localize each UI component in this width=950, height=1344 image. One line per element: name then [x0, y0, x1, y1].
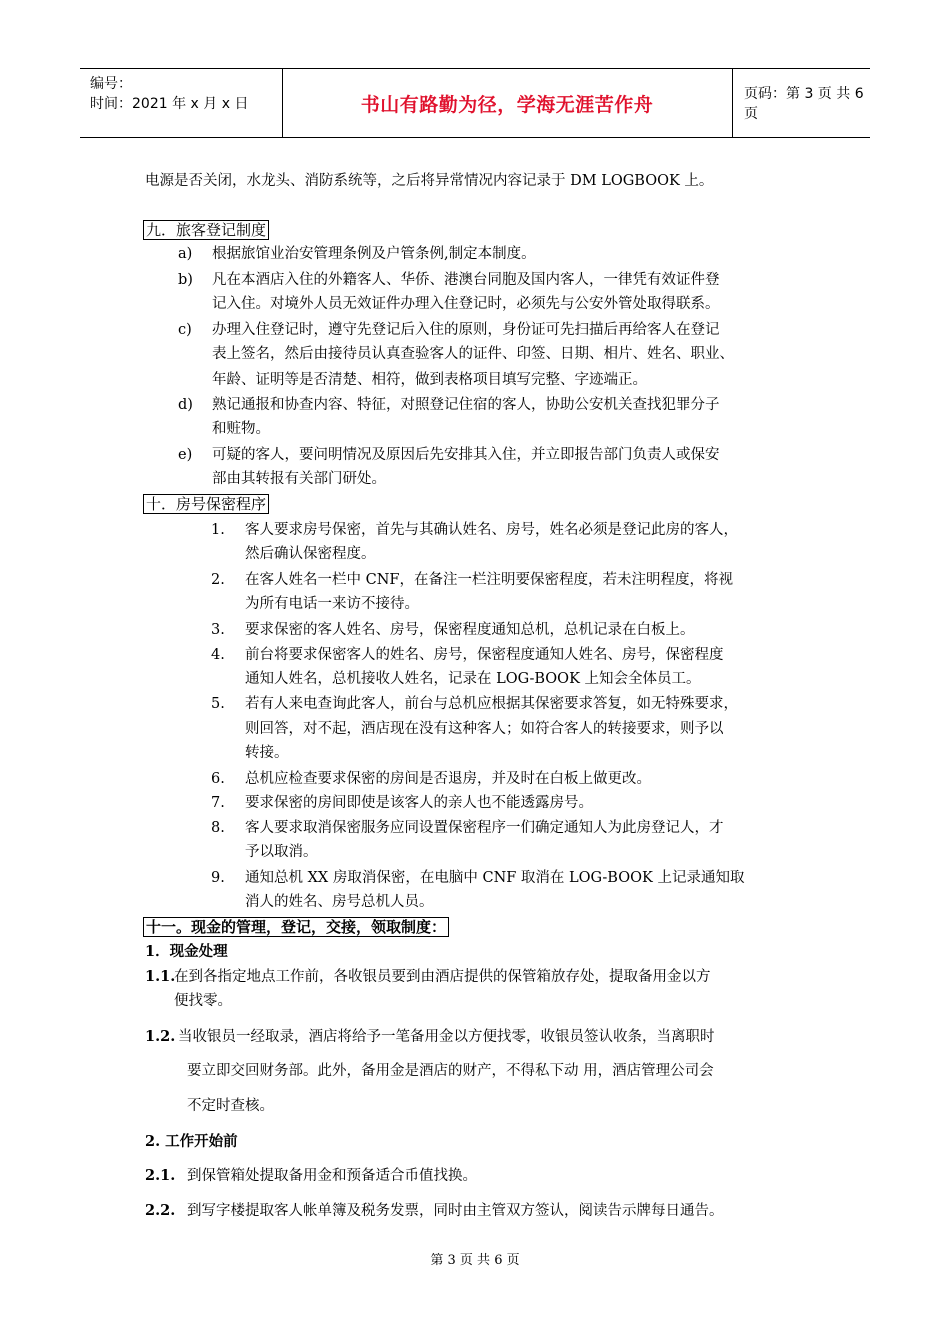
list-mark: b)	[178, 272, 193, 288]
list-mark: 8.	[211, 820, 225, 836]
list-item: 则回答，对不起，酒店现在没有这种客人；如符合客人的转接要求，则予以	[245, 721, 724, 737]
document-number-label: 编号：	[90, 76, 132, 92]
section-10-title: 十．房号保密程序	[143, 494, 269, 514]
list-mark: a)	[178, 246, 193, 262]
list-mark: d)	[178, 397, 193, 413]
list-item: 熟记通报和协查内容、特征，对照登记住宿的客人，协助公安机关查找犯罪分子	[212, 397, 720, 413]
list-item: 前台将要求保密客人的姓名、房号，保密程度通知人姓名、房号，保密程度	[245, 647, 724, 663]
header-meta-cell	[80, 69, 283, 137]
list-item: 要求保密的客人姓名、房号，保密程度通知总机，总机记录在白板上。	[245, 622, 695, 638]
paragraph-line: 要立即交回财务部。此外，备用金是酒店的财产，不得私下动 用，酒店管理公司会	[187, 1063, 714, 1079]
list-item: 然后确认保密程度。	[245, 546, 376, 562]
paragraph-line: 便找零。	[174, 993, 232, 1009]
paragraph-line: 到写字楼提取客人帐单簿及税务发票，同时由主管双方签认，阅读告示牌每日通告。	[187, 1203, 724, 1219]
list-item: 根据旅馆业治安管理条例及户管条例,制定本制度。	[212, 246, 536, 262]
list-item: 客人要求房号保密，首先与其确认姓名、房号，姓名必须是登记此房的客人，	[245, 522, 738, 538]
list-item: 总机应检查要求保密的房间是否退房，并及时在白板上做更改。	[245, 771, 651, 787]
list-item: 予以取消。	[245, 844, 318, 860]
paragraph-line: 到保管箱处提取备用金和预备适合币值找换。	[187, 1168, 477, 1184]
intro-line: 电源是否关闭，水龙头、消防系统等，之后将异常情况内容记录于 DM LOGBOOK 上。	[145, 173, 714, 189]
list-mark: 9.	[211, 870, 225, 886]
paragraph-line: 不定时查核。	[187, 1098, 274, 1114]
list-item: 通知总机 XX 房取消保密，在电脑中 CNF 取消在 LOG-BOOK 上记录通知取	[245, 870, 745, 886]
list-mark: e)	[178, 447, 193, 463]
list-item: 记入住。对境外人员无效证件办理入住登记时，必须先与公安外管处取得联系。	[212, 296, 720, 312]
list-mark: 1.	[211, 522, 225, 538]
page-footer: 第 3 页 共 6 页	[430, 1253, 520, 1268]
paragraph-mark: 2.1.	[145, 1167, 176, 1184]
list-item: 凡在本酒店入住的外籍客人、华侨、港澳台同胞及国内客人，一律凭有效证件登	[212, 272, 720, 288]
list-item: 客人要求取消保密服务应同设置保密程序一们确定通知人为此房登记人，才	[245, 820, 724, 836]
list-mark: c)	[178, 322, 192, 338]
list-item: 可疑的客人，要问明情况及原因后先安排其入住，并立即报告部门负责人或保安	[212, 447, 720, 463]
list-item: 年龄、证明等是否清楚、相符，做到表格项目填写完整、字迹端正。	[212, 372, 647, 388]
header-motto: 书山有路勤为径，学海无涯苦作舟	[360, 93, 654, 116]
list-mark: 7.	[211, 795, 225, 811]
list-mark: 4.	[211, 647, 225, 663]
document-time-label: 时间：2021 年 x 月 x 日	[90, 96, 249, 112]
paragraph-mark: 2.2.	[145, 1202, 176, 1219]
list-mark: 2.	[211, 572, 225, 588]
list-item: 转接。	[245, 745, 289, 761]
list-item: 表上签名，然后由接待员认真查验客人的证件、印签、日期、相片、姓名、职业、	[212, 346, 734, 362]
paragraph-line: 当收银员一经取录，酒店将给予一笔备用金以方便找零，收银员签认收条，当离职时	[178, 1029, 715, 1045]
list-item: 若有人来电查询此客人，前台与总机应根据其保密要求答复，如无特殊要求，	[245, 696, 738, 712]
header-motto-cell	[282, 69, 733, 137]
list-item: 部由其转报有关部门研处。	[212, 471, 386, 487]
list-item: 消人的姓名、房号总机人员。	[245, 894, 434, 910]
list-mark: 5.	[211, 696, 225, 712]
subsection-title: 1．现金处理	[145, 943, 228, 960]
section-11-title: 十一。现金的管理，登记，交接，领取制度：	[143, 917, 449, 937]
paragraph-line: 在到各指定地点工作前，各收银员要到由酒店提供的保管箱放存处，提取备用金以方	[174, 969, 711, 985]
list-item: 和赃物。	[212, 421, 270, 437]
list-item: 通知人姓名，总机接收人姓名，记录在 LOG-BOOK 上知会全体员工。	[245, 671, 701, 687]
header-page-code: 页码：第 3 页 共 6 页	[744, 86, 864, 122]
paragraph-mark: 1.2.	[145, 1028, 176, 1045]
page-header	[80, 68, 870, 138]
list-item: 办理入住登记时，遵守先登记后入住的原则，身份证可先扫描后再给客人在登记	[212, 322, 720, 338]
subsection-title: 2. 工作开始前	[145, 1133, 238, 1150]
list-item: 为所有电话一来访不接待。	[245, 596, 419, 612]
section-9-title: 九．旅客登记制度	[143, 220, 269, 240]
list-item: 在客人姓名一栏中 CNF，在备注一栏注明要保密程度，若未注明程度，将视	[245, 572, 733, 588]
list-mark: 6.	[211, 771, 225, 787]
list-mark: 3.	[211, 622, 225, 638]
paragraph-mark: 1.1.	[145, 968, 176, 985]
list-item: 要求保密的房间即使是该客人的亲人也不能透露房号。	[245, 795, 593, 811]
